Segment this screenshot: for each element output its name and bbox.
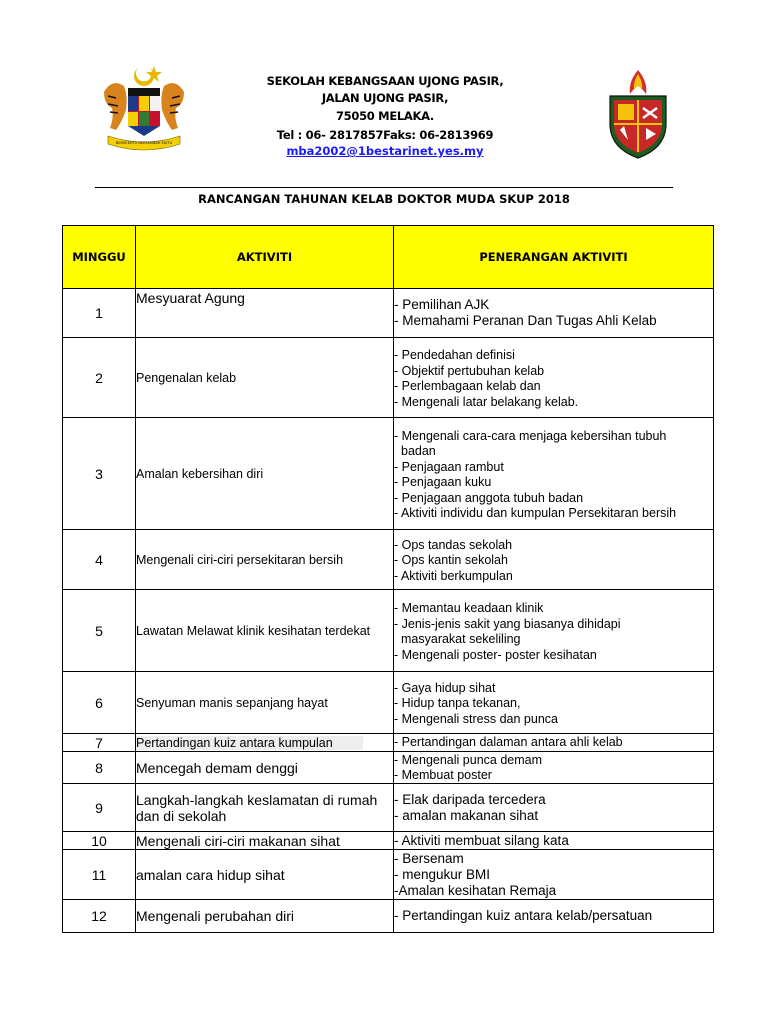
annual-plan-table: [62, 225, 714, 933]
email-link[interactable]: mba2002@1bestarinet.yes.my: [286, 144, 484, 158]
description-cell: [394, 672, 714, 734]
description-item: - Gaya hidup sihat: [394, 680, 496, 695]
week-number: 12: [63, 900, 136, 933]
week-number: 2: [63, 338, 136, 418]
description-item: - Pemilihan AJK: [394, 297, 490, 312]
document-title: RANCANGAN TAHUNAN KELAB DOKTOR MUDA SKUP 2018: [198, 192, 570, 206]
description-item: - Penjagaan kuku: [394, 475, 492, 489]
description-item: - Aktiviti individu dan kumpulan Persekitaran bersih: [394, 506, 677, 520]
description-item: -Amalan kesihatan Remaja: [394, 882, 557, 898]
description-cell: [394, 530, 714, 590]
description-item: - Mengenali stress dan punca: [394, 711, 558, 726]
description-item: - Aktiviti membuat silang kata: [394, 832, 569, 848]
table-row: [63, 784, 714, 832]
column-header-description: PENERANGAN AKTIVITI: [394, 226, 714, 289]
description-cell: [394, 418, 714, 530]
description-item: - Mengenali poster- poster kesihatan: [394, 647, 597, 662]
week-number: 11: [63, 850, 136, 900]
malaysia-coat-of-arms-icon: [98, 62, 190, 154]
activity-cell: Mesyuarat Agung: [136, 289, 394, 338]
week-number: 9: [63, 784, 136, 832]
description-cell: [394, 752, 714, 784]
table-row: [63, 338, 714, 418]
table-row: [63, 289, 714, 338]
table-row: [63, 832, 714, 850]
description-item: - Penjagaan anggota tubuh badan: [394, 490, 584, 505]
table-row: [63, 850, 714, 900]
description-item: - Ops tandas sekolah: [394, 537, 513, 552]
activity-cell: amalan cara hidup sihat: [136, 850, 394, 900]
description-item: - Jenis-jenis sakit yang biasanya dihidapi: [394, 616, 621, 631]
description-item: - amalan makanan sihat: [394, 807, 539, 823]
table-row: [63, 530, 714, 590]
school-crest-icon: [606, 68, 670, 160]
description-item: - Pertandingan dalaman antara ahli kelab: [394, 734, 623, 749]
description-cell: [394, 338, 714, 418]
table-row: [63, 590, 714, 672]
description-cell: [394, 900, 714, 933]
description-cell: [394, 832, 714, 850]
letterhead: [0, 0, 768, 170]
description-item: - Elak daripada tercedera: [394, 791, 546, 807]
description-item: - Memantau keadaan klinik: [394, 601, 544, 615]
week-number: 4: [63, 530, 136, 590]
week-number: 10: [63, 832, 136, 850]
activity-cell: Senyuman manis sepanjang hayat: [136, 672, 394, 734]
week-number: 1: [63, 289, 136, 338]
description-item: - Hidup tanpa tekanan,: [394, 696, 521, 711]
school-address-block: [200, 72, 570, 159]
activity-cell: [136, 734, 394, 752]
column-header-activity: AKTIVITI: [136, 226, 394, 289]
address-postcode: 75050 MELAKA.: [335, 109, 435, 123]
table-row: [63, 752, 714, 784]
table-row: [63, 734, 714, 752]
column-header-week: MINGGU: [63, 226, 136, 289]
description-cell: [394, 590, 714, 672]
description-item: - Penjagaan rambut: [394, 459, 504, 474]
activity-cell: Langkah-langkah keslamatan di rumah dan di sekolah: [136, 784, 394, 832]
description-item: masyarakat sekeliling: [401, 632, 521, 646]
week-number: 6: [63, 672, 136, 734]
phone-fax: Tel : 06- 2817857Faks: 06-2813969: [276, 128, 494, 142]
description-item: - Pertandingan kuiz antara kelab/persatuan: [394, 908, 653, 923]
table-row: [63, 418, 714, 530]
activity-cell: Pengenalan kelab: [136, 338, 394, 418]
week-number: 8: [63, 752, 136, 784]
description-cell: [394, 734, 714, 752]
description-item: - Mengenali punca demam: [394, 752, 542, 767]
crest-motto: BERSEKUTU BERTAMBAH MUTU: [115, 141, 173, 145]
activity-cell: Mengenali perubahan diri: [136, 900, 394, 933]
week-number: 7: [63, 734, 136, 752]
description-item: - mengukur BMI: [394, 866, 491, 882]
table-row: [63, 900, 714, 933]
activity-cell: Mencegah demam denggi: [136, 752, 394, 784]
address-street: JALAN UJONG PASIR,: [321, 91, 449, 105]
description-item: - Membuat poster: [394, 767, 492, 782]
description-item: - Objektif pertubuhan kelab: [394, 363, 545, 378]
description-cell: [394, 289, 714, 338]
table-row: [63, 672, 714, 734]
description-item: - Memahami Peranan Dan Tugas Ahli Kelab: [394, 313, 657, 328]
table-header-row: [63, 226, 714, 289]
activity-cell: Mengenali ciri-ciri makanan sihat: [136, 832, 394, 850]
school-name: SEKOLAH KEBANGSAAN UJONG PASIR,: [266, 74, 504, 88]
description-item: - Bersenam: [394, 850, 464, 866]
description-item: - Mengenali cara-cara menjaga kebersihan tubuh: [394, 428, 667, 443]
description-item: - Aktiviti berkumpulan: [394, 568, 513, 583]
description-item: - Pendedahan definisi: [394, 348, 515, 362]
activity-cell: Mengenali ciri-ciri persekitaran bersih: [136, 530, 394, 590]
description-item: - Ops kantin sekolah: [394, 553, 508, 568]
week-number: 3: [63, 418, 136, 530]
week-number: 5: [63, 590, 136, 672]
activity-cell: Amalan kebersihan diri: [136, 418, 394, 530]
description-item: badan: [401, 444, 436, 458]
header-divider: [95, 187, 673, 188]
description-cell: [394, 850, 714, 900]
description-item: - Mengenali latar belakang kelab.: [394, 394, 579, 409]
description-item: - Perlembagaan kelab dan: [394, 379, 541, 393]
activity-cell: Lawatan Melawat klinik kesihatan terdekat: [136, 590, 394, 672]
description-cell: [394, 784, 714, 832]
activity-text: Pertandingan kuiz antara kumpulan: [136, 736, 363, 750]
